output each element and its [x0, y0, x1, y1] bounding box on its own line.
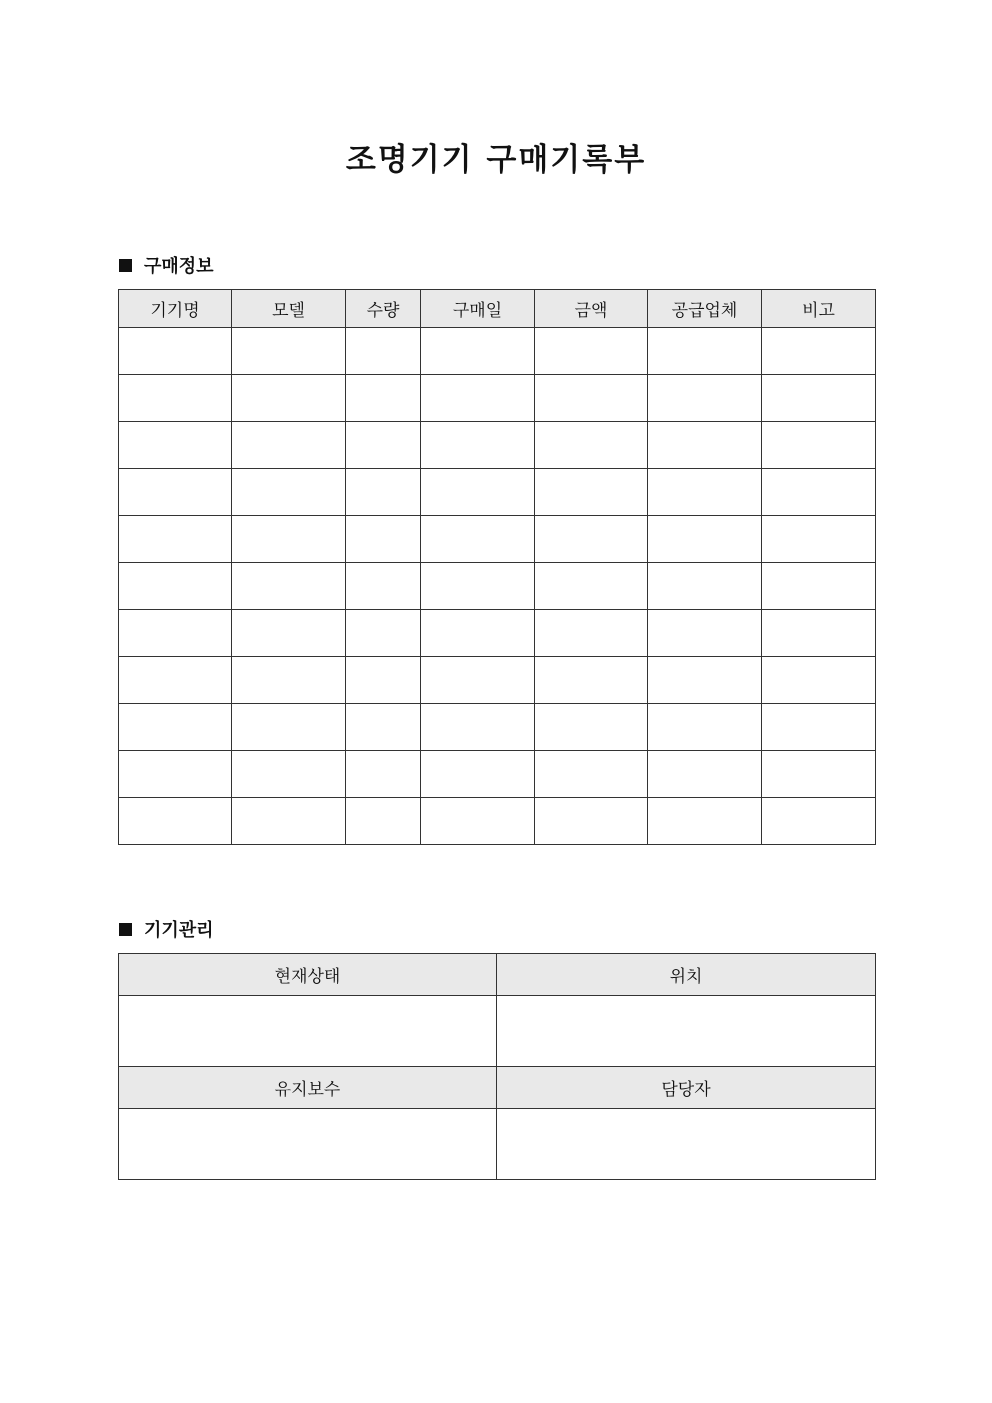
cell-remarks[interactable]: [762, 516, 876, 563]
cell-purchase-date[interactable]: [421, 563, 535, 610]
cell-amount[interactable]: [535, 610, 648, 657]
cell-quantity[interactable]: [346, 516, 421, 563]
cell-device-name[interactable]: [119, 375, 232, 422]
table-row: [119, 798, 876, 845]
square-bullet-icon: [119, 259, 132, 272]
cell-supplier[interactable]: [648, 469, 762, 516]
cell-remarks[interactable]: [762, 469, 876, 516]
cell-quantity[interactable]: [346, 751, 421, 798]
cell-device-name[interactable]: [119, 798, 232, 845]
cell-model[interactable]: [232, 563, 346, 610]
cell-purchase-date[interactable]: [421, 610, 535, 657]
cell-quantity[interactable]: [346, 469, 421, 516]
location-field[interactable]: [497, 996, 876, 1067]
table-row: [119, 469, 876, 516]
cell-remarks[interactable]: [762, 563, 876, 610]
cell-model[interactable]: [232, 328, 346, 375]
cell-purchase-date[interactable]: [421, 798, 535, 845]
cell-supplier[interactable]: [648, 328, 762, 375]
cell-purchase-date[interactable]: [421, 657, 535, 704]
purchase-table: [118, 289, 876, 845]
column-header-device-name: 기기명: [119, 290, 232, 328]
cell-quantity[interactable]: [346, 657, 421, 704]
manager-label: 담당자: [497, 1067, 876, 1109]
location-label: 위치: [497, 954, 876, 996]
cell-purchase-date[interactable]: [421, 704, 535, 751]
cell-supplier[interactable]: [648, 422, 762, 469]
table-row: [119, 954, 876, 996]
cell-purchase-date[interactable]: [421, 469, 535, 516]
cell-device-name[interactable]: [119, 328, 232, 375]
management-table: [118, 953, 876, 1180]
table-row: [119, 1109, 876, 1180]
cell-purchase-date[interactable]: [421, 516, 535, 563]
cell-model[interactable]: [232, 469, 346, 516]
cell-amount[interactable]: [535, 563, 648, 610]
table-row: [119, 516, 876, 563]
column-header-remarks: 비고: [762, 290, 876, 328]
page-title: 조명기기 구매기록부: [345, 142, 647, 178]
cell-model[interactable]: [232, 422, 346, 469]
cell-device-name[interactable]: [119, 563, 232, 610]
cell-device-name[interactable]: [119, 422, 232, 469]
cell-supplier[interactable]: [648, 657, 762, 704]
column-header-quantity: 수량: [346, 290, 421, 328]
cell-supplier[interactable]: [648, 751, 762, 798]
cell-model[interactable]: [232, 516, 346, 563]
cell-quantity[interactable]: [346, 328, 421, 375]
status-label: 현재상태: [119, 954, 497, 996]
cell-supplier[interactable]: [648, 798, 762, 845]
cell-device-name[interactable]: [119, 657, 232, 704]
cell-remarks[interactable]: [762, 328, 876, 375]
table-row: [119, 610, 876, 657]
cell-amount[interactable]: [535, 328, 648, 375]
table-row: [119, 704, 876, 751]
cell-amount[interactable]: [535, 657, 648, 704]
cell-model[interactable]: [232, 657, 346, 704]
column-header-model: 모델: [232, 290, 346, 328]
square-bullet-icon: [119, 923, 132, 936]
cell-amount[interactable]: [535, 798, 648, 845]
cell-amount[interactable]: [535, 516, 648, 563]
column-header-amount: 금액: [535, 290, 648, 328]
cell-device-name[interactable]: [119, 704, 232, 751]
table-row: [119, 751, 876, 798]
cell-purchase-date[interactable]: [421, 375, 535, 422]
cell-model[interactable]: [232, 375, 346, 422]
cell-device-name[interactable]: [119, 610, 232, 657]
cell-amount[interactable]: [535, 704, 648, 751]
cell-quantity[interactable]: [346, 798, 421, 845]
table-row: [119, 328, 876, 375]
cell-device-name[interactable]: [119, 751, 232, 798]
manager-field[interactable]: [497, 1109, 876, 1180]
cell-quantity[interactable]: [346, 704, 421, 751]
cell-supplier[interactable]: [648, 563, 762, 610]
cell-amount[interactable]: [535, 751, 648, 798]
table-row: [119, 422, 876, 469]
cell-model[interactable]: [232, 798, 346, 845]
table-header-row: [119, 290, 876, 328]
cell-amount[interactable]: [535, 375, 648, 422]
table-row: [119, 1067, 876, 1109]
cell-amount[interactable]: [535, 469, 648, 516]
column-header-supplier: 공급업체: [648, 290, 762, 328]
cell-supplier[interactable]: [648, 704, 762, 751]
cell-supplier[interactable]: [648, 516, 762, 563]
cell-device-name[interactable]: [119, 469, 232, 516]
cell-purchase-date[interactable]: [421, 422, 535, 469]
section-heading-label: 기기관리: [144, 920, 214, 941]
cell-remarks[interactable]: [762, 798, 876, 845]
table-row: [119, 657, 876, 704]
column-header-purchase-date: 구매일: [421, 290, 535, 328]
section-heading-purchase: [119, 252, 214, 278]
cell-amount[interactable]: [535, 422, 648, 469]
cell-remarks[interactable]: [762, 375, 876, 422]
cell-quantity[interactable]: [346, 563, 421, 610]
cell-quantity[interactable]: [346, 610, 421, 657]
status-field[interactable]: [119, 996, 497, 1067]
cell-supplier[interactable]: [648, 610, 762, 657]
cell-purchase-date[interactable]: [421, 328, 535, 375]
table-row: [119, 375, 876, 422]
cell-purchase-date[interactable]: [421, 751, 535, 798]
cell-remarks[interactable]: [762, 704, 876, 751]
section-heading-label: 구매정보: [144, 256, 214, 277]
cell-remarks[interactable]: [762, 657, 876, 704]
cell-model[interactable]: [232, 751, 346, 798]
cell-remarks[interactable]: [762, 610, 876, 657]
cell-remarks[interactable]: [762, 422, 876, 469]
cell-model[interactable]: [232, 704, 346, 751]
maintenance-field[interactable]: [119, 1109, 497, 1180]
cell-device-name[interactable]: [119, 516, 232, 563]
cell-remarks[interactable]: [762, 751, 876, 798]
cell-model[interactable]: [232, 610, 346, 657]
cell-quantity[interactable]: [346, 375, 421, 422]
cell-supplier[interactable]: [648, 375, 762, 422]
table-row: [119, 563, 876, 610]
cell-quantity[interactable]: [346, 422, 421, 469]
section-heading-management: [119, 916, 214, 942]
maintenance-label: 유지보수: [119, 1067, 497, 1109]
table-row: [119, 996, 876, 1067]
